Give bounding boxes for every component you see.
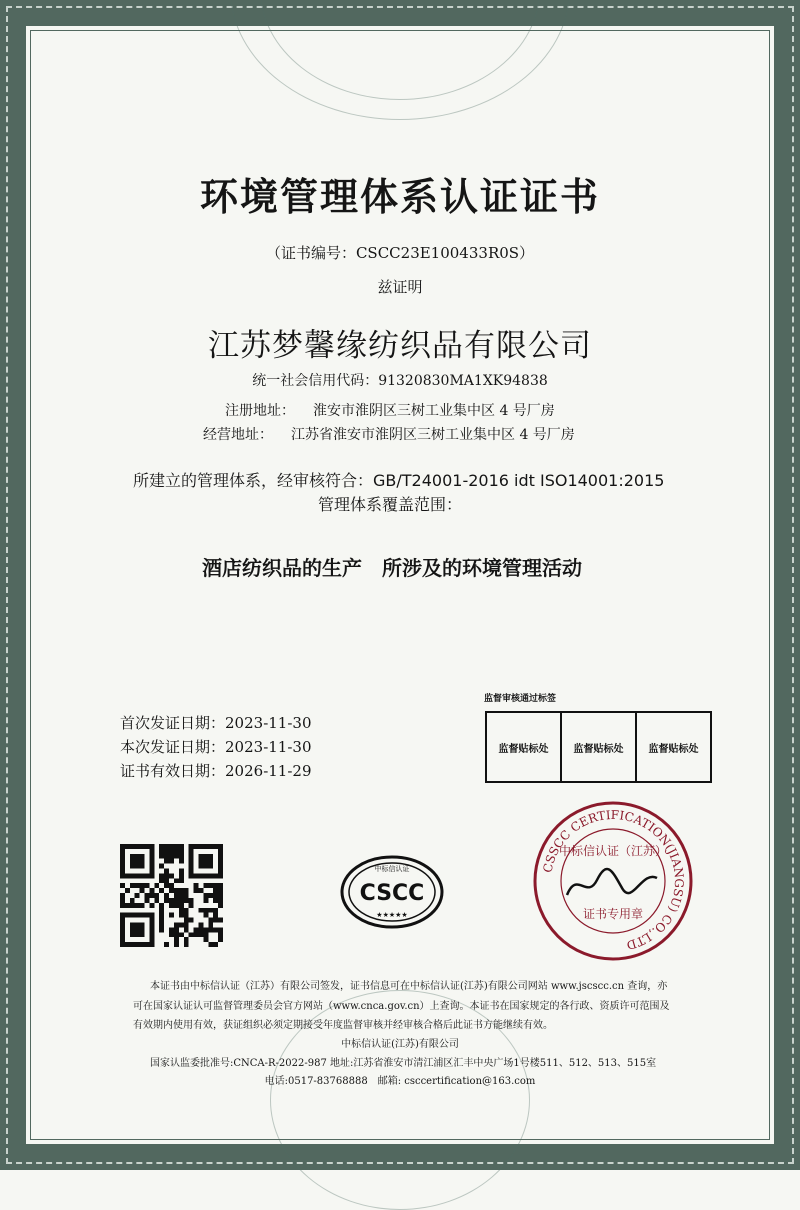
footer-issuer: 中标信认证(江苏)有限公司	[341, 1039, 459, 1050]
official-seal	[532, 800, 694, 962]
scope: 酒店纺织品的生产 所涉及的环境管理活动	[202, 556, 582, 580]
label-cell: 监督贴标处	[562, 713, 637, 781]
svg-text:CSCC: CSCC	[359, 881, 425, 906]
date-value: 2026-11-29	[225, 762, 312, 780]
footer-approval: 国家认监委批准号:CNCA-R-2022-987 地址:江苏省淮安市清江浦区汇丰中央广场1号楼511、512、513、515室	[150, 1058, 657, 1069]
current-issue-date	[120, 736, 312, 757]
biz-addr: 江苏省淮安市淮阴区三树工业集中区 4 号厂房	[291, 427, 575, 443]
cscc-logo	[340, 855, 444, 929]
svg-text:★★★★★: ★★★★★	[376, 911, 408, 919]
date-label: 本次发证日期：	[120, 738, 226, 756]
qr-code	[120, 843, 223, 948]
label-cell: 监督贴标处	[487, 713, 562, 781]
footer-line: 本证书由中标信认证（江苏）有限公司签发，证书信息可在中标信认证(江苏)有限公司网站 www.jscscc.cn 查询，亦	[150, 981, 668, 992]
credit-code: 统一社会信用代码：91320830MA1XK94838	[252, 373, 548, 389]
svg-text:CSSCC CERTIFICATION(JIANGSU) C: CSSCC CERTIFICATION(JIANGSU) CO.,LTD	[540, 807, 687, 953]
label-cell: 监督贴标处	[648, 743, 699, 755]
label-box-title: 监督审核通过标签	[484, 694, 557, 704]
footer-contact: 电话:0517-83768888 邮箱: csccertification@163.com	[264, 1076, 536, 1087]
hereby-certify: 兹证明	[377, 278, 423, 296]
company-name: 江苏梦馨缘纺织品有限公司	[208, 328, 592, 364]
date-value: 2023-11-30	[225, 714, 312, 732]
certificate-title: 环境管理体系认证证书	[199, 175, 600, 219]
supervision-label-boxes	[485, 711, 712, 783]
date-label: 首次发证日期：	[120, 714, 226, 732]
expiry-date	[120, 760, 312, 781]
reg-addr-label: 注册地址：	[225, 403, 295, 419]
certificate-number: （证书编号：CSCC23E100433R0S）	[265, 244, 535, 262]
date-value: 2023-11-30	[225, 738, 312, 756]
svg-text:中标信认证: 中标信认证	[374, 865, 410, 873]
svg-text:中标信认证（江苏）: 中标信认证（江苏）	[558, 844, 668, 858]
reg-addr: 淮安市淮阴区三树工业集中区 4 号厂房	[313, 403, 555, 419]
standard-conformity: 所建立的管理体系，经审核符合：GB/T24001-2016 idt ISO14001:2015	[133, 471, 665, 490]
footer-line: 可在国家认证认可监督管理委员会官方网站（www.cnca.gov.cn）上查询。本证书在国家规定的各行政、资质许可范围及	[133, 1001, 670, 1012]
biz-addr-label: 经营地址：	[203, 427, 273, 443]
first-issue-date	[120, 712, 312, 733]
scope-label: 管理体系覆盖范围：	[318, 495, 463, 514]
footer-line: 有效期内使用有效，获证组织必须定期接受年度监督审核并经审核合格后此证书方能继续有效。	[133, 1020, 553, 1031]
svg-text:证书专用章: 证书专用章	[582, 907, 644, 921]
date-label: 证书有效日期：	[120, 762, 226, 780]
